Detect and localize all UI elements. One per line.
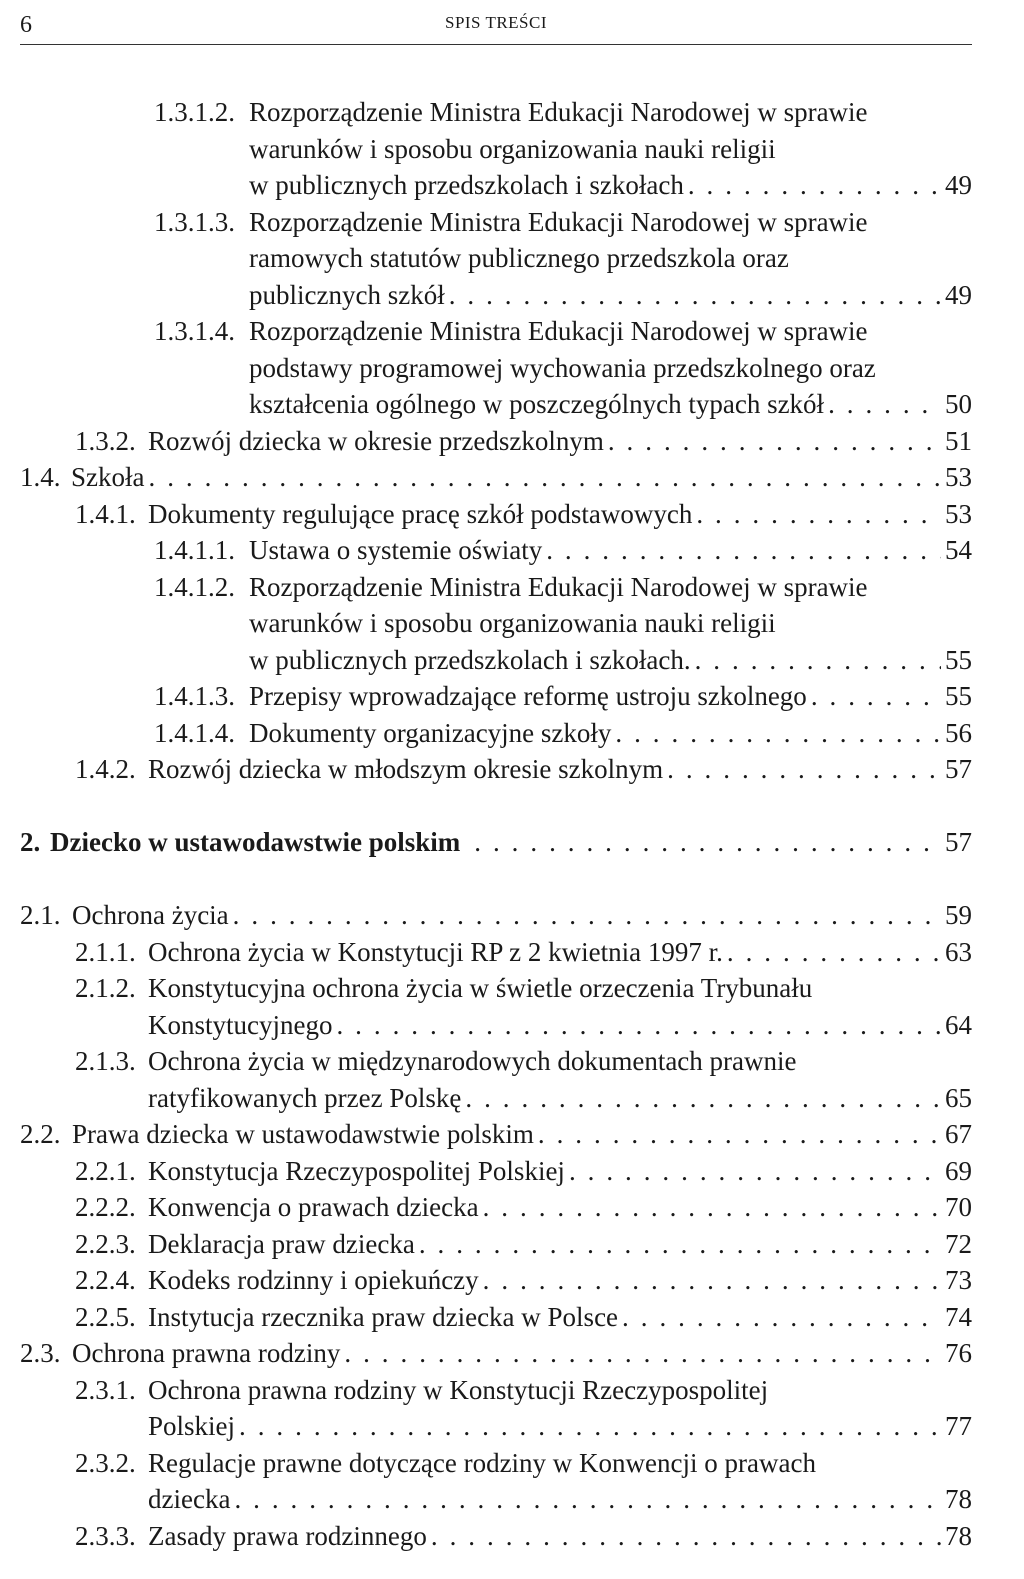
toc-title-line: w publicznych przedszkolach i szkołach [249, 170, 684, 200]
toc-entry[interactable] [20, 934, 972, 971]
toc-number: 1.3.1.4. [154, 316, 235, 346]
toc-page-number: 69 [945, 1155, 972, 1186]
toc-chapter-entry[interactable] [20, 824, 972, 861]
toc-title-line: warunków i sposobu organizowania nauki religii [249, 133, 776, 164]
toc-number: 1.4.1.1. [154, 535, 235, 565]
toc-entry[interactable] [20, 569, 972, 679]
toc-page-number: 55 [945, 644, 972, 675]
toc-number: 2.1. [20, 900, 61, 930]
dot-leader [569, 1153, 941, 1190]
toc-number: 2.1.2. [75, 973, 136, 1003]
table-of-contents [20, 94, 972, 1554]
toc-page-number: 70 [945, 1192, 972, 1222]
dot-leader [622, 1299, 941, 1336]
page-header [20, 8, 972, 45]
toc-number: 2.2.1. [75, 1155, 136, 1186]
toc-page-number: 64 [945, 1009, 972, 1040]
toc-number: 2.2.5. [75, 1301, 136, 1332]
toc-title-line: Ochrona życia [72, 900, 229, 930]
dot-leader [465, 1080, 941, 1117]
toc-number: 2.3.1. [75, 1374, 136, 1405]
toc-page-number: 54 [945, 535, 972, 565]
toc-number: 2.3.3. [75, 1520, 136, 1551]
toc-entry[interactable] [20, 423, 972, 460]
toc-page-number: 53 [945, 498, 972, 529]
dot-leader [538, 1116, 941, 1153]
running-title: SPIS TREŚCI [444, 13, 548, 32]
toc-title-line: Kodeks rodzinny i opiekuńczy [148, 1265, 479, 1295]
toc-page-number: 49 [945, 170, 972, 200]
toc-number: 1.4. [20, 462, 61, 492]
dot-leader [336, 1007, 941, 1044]
dot-leader [449, 277, 941, 314]
toc-title-line: Konwencja o prawach dziecka [148, 1192, 479, 1222]
toc-title-line: Rozporządzenie Ministra Edukacji Narodowej w sprawie [249, 97, 868, 127]
toc-title-line: w publicznych przedszkolach i szkołach. [249, 644, 691, 675]
toc-number: 2.3.2. [75, 1447, 136, 1478]
toc-number: 2.2.2. [75, 1192, 136, 1222]
section-gap [20, 861, 972, 898]
toc-entry[interactable] [20, 1043, 972, 1116]
toc-page-number: 51 [945, 425, 972, 456]
page-number: 6 [20, 12, 32, 38]
dot-leader [615, 715, 941, 752]
dot-leader [811, 678, 941, 715]
toc-number: 1.4.1.2. [154, 571, 235, 602]
toc-entry[interactable] [20, 751, 972, 788]
toc-page-number: 72 [945, 1228, 972, 1259]
toc-title-line: Przepisy wprowadzające reformę ustroju szkolnego [249, 681, 807, 711]
toc-number: 1.3.1.3. [154, 206, 235, 237]
toc-title-line: podstawy programowej wychowania przedszkolnego oraz [249, 352, 876, 383]
toc-title-line: Konstytucja Rzeczypospolitej Polskiej [148, 1155, 565, 1186]
toc-entry[interactable] [20, 1226, 972, 1263]
toc-entry[interactable] [20, 496, 972, 533]
toc-page-number: 63 [945, 936, 972, 967]
toc-title-line: Deklaracja praw dziecka [148, 1228, 415, 1259]
dot-leader [344, 1335, 941, 1372]
toc-title-line: warunków i sposobu organizowania nauki religii [249, 608, 776, 638]
toc-number: 1.3.1.2. [154, 97, 235, 127]
toc-entry[interactable] [20, 1372, 972, 1445]
dot-leader [431, 1518, 941, 1555]
toc-title-line: Dziecko w ustawodawstwie polskim [50, 827, 461, 857]
toc-title-line: Ochrona prawna rodziny [72, 1338, 341, 1368]
toc-page-number: 67 [945, 1119, 972, 1149]
dot-leader [688, 167, 941, 204]
toc-entry[interactable] [20, 94, 972, 204]
toc-title-line: Rozporządzenie Ministra Edukacji Narodowej w sprawie [249, 206, 868, 237]
toc-page-number: 50 [945, 389, 972, 419]
dot-leader [546, 532, 941, 569]
toc-page-number: 53 [945, 462, 972, 492]
dot-leader [149, 459, 942, 496]
toc-entry[interactable] [20, 1445, 972, 1518]
toc-page-number: 55 [945, 681, 972, 711]
toc-title-line: Instytucja rzecznika praw dziecka w Polsce [148, 1301, 619, 1332]
section-gap [20, 788, 972, 825]
toc-title-line: Ochrona życia w Konstytucji RP z 2 kwietnia 1997 r. [148, 936, 723, 967]
toc-entry[interactable] [20, 532, 972, 569]
toc-title-line: Dokumenty organizacyjne szkoły [249, 717, 612, 748]
dot-leader [667, 751, 941, 788]
toc-page-number: 76 [945, 1338, 972, 1368]
toc-number: 1.4.2. [75, 754, 136, 784]
toc-number: 1.4.1.3. [154, 681, 235, 711]
dot-leader [696, 496, 941, 533]
toc-title-line: Rozporządzenie Ministra Edukacji Narodowej w sprawie [249, 316, 868, 346]
toc-title-line: Polskiej [148, 1411, 236, 1441]
toc-title-line: Konstytucyjna ochrona życia w świetle orzeczenia Trybunału [148, 973, 813, 1003]
toc-page-number: 74 [945, 1301, 972, 1332]
toc-number: 2. [20, 827, 41, 857]
toc-page-number: 65 [945, 1082, 972, 1113]
toc-entry[interactable] [20, 1299, 972, 1336]
toc-number: 1.4.1.4. [154, 717, 235, 748]
toc-page-number: 73 [945, 1265, 972, 1295]
toc-entry[interactable] [20, 313, 972, 423]
toc-title-line: ramowych statutów publicznego przedszkola oraz [249, 243, 789, 273]
dot-leader [233, 897, 941, 934]
toc-title-line: Szkoła [71, 462, 145, 492]
toc-number: 1.4.1. [75, 498, 136, 529]
toc-entry[interactable] [20, 1153, 972, 1190]
toc-page-number: 57 [945, 827, 972, 857]
toc-number: 2.2.3. [75, 1228, 136, 1259]
toc-title-line: Regulacje prawne dotyczące rodziny w Konwencji o prawach [148, 1447, 816, 1478]
dot-leader [483, 1262, 941, 1299]
toc-entry[interactable] [20, 1262, 972, 1299]
toc-title-line: Dokumenty regulujące pracę szkół podstawowych [148, 498, 693, 529]
toc-title-line: Ustawa o systemie oświaty [249, 535, 543, 565]
dot-leader [483, 1189, 941, 1226]
toc-number: 2.3. [20, 1338, 61, 1368]
dot-leader [695, 642, 941, 679]
toc-title-line: dziecka [148, 1484, 231, 1514]
toc-entry[interactable] [20, 1116, 972, 1153]
dot-leader [828, 386, 941, 423]
toc-number: 2.2. [20, 1119, 61, 1149]
dot-leader [239, 1408, 941, 1445]
dot-leader [234, 1481, 941, 1518]
toc-page-number: 57 [945, 754, 972, 784]
toc-entry[interactable] [20, 970, 972, 1043]
dot-leader [727, 934, 941, 971]
toc-number: 2.1.1. [75, 936, 136, 967]
toc-title-line: kształcenia ogólnego w poszczególnych typach szkół [249, 389, 825, 419]
toc-page-number: 49 [945, 279, 972, 310]
toc-title-line: Rozporządzenie Ministra Edukacji Narodowej w sprawie [249, 571, 868, 602]
toc-title-line: Konstytucyjnego [148, 1009, 333, 1040]
toc-number: 2.2.4. [75, 1265, 136, 1295]
toc-page-number: 77 [945, 1411, 972, 1441]
toc-title-line: Zasady prawa rodzinnego [148, 1520, 427, 1551]
toc-entry[interactable] [20, 678, 972, 715]
toc-entry[interactable] [20, 897, 972, 934]
dot-leader [474, 824, 941, 861]
toc-title-line: Ochrona życia w międzynarodowych dokumentach prawnie [148, 1046, 797, 1076]
toc-title-line: Ochrona prawna rodziny w Konstytucji Rzeczypospolitej [148, 1374, 769, 1405]
toc-page-number: 56 [945, 717, 972, 748]
toc-page-number: 78 [945, 1520, 972, 1551]
toc-title-line: Rozwój dziecka w okresie przedszkolnym [148, 425, 604, 456]
toc-page-number: 59 [945, 900, 972, 930]
dot-leader [608, 423, 941, 460]
toc-entry[interactable] [20, 1518, 972, 1555]
toc-entry[interactable] [20, 204, 972, 314]
dot-leader [419, 1226, 941, 1263]
toc-number: 2.1.3. [75, 1046, 136, 1076]
toc-title-line: Rozwój dziecka w młodszym okresie szkolnym [148, 754, 664, 784]
toc-entry[interactable] [20, 1335, 972, 1372]
toc-entry[interactable] [20, 459, 972, 496]
toc-title-line: publicznych szkół [249, 279, 445, 310]
toc-title-line: Prawa dziecka w ustawodawstwie polskim [72, 1119, 534, 1149]
toc-page-number: 78 [945, 1484, 972, 1514]
toc-number: 1.3.2. [75, 425, 136, 456]
toc-entry[interactable] [20, 715, 972, 752]
toc-entry[interactable] [20, 1189, 972, 1226]
toc-title-line: ratyfikowanych przez Polskę [148, 1082, 462, 1113]
